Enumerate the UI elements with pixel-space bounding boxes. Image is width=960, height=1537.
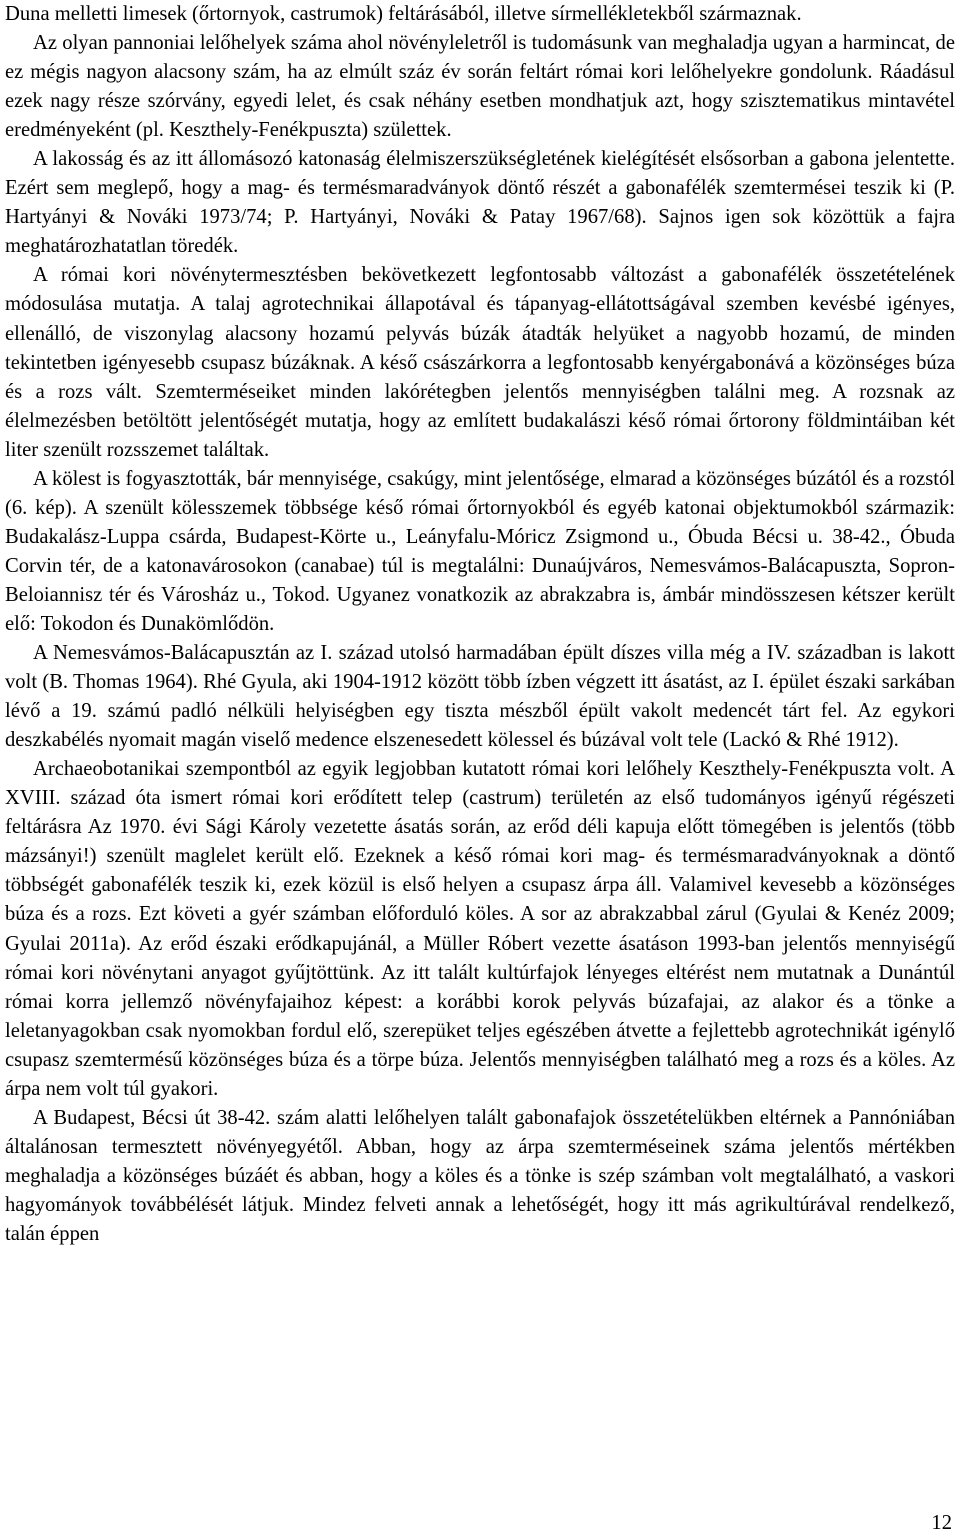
paragraph-keszthely: Archaeobotanikai szempontból az egyik legjobban kutatott római kori lelőhely Keszthely-Fenékpuszta volt. A XVIII. század óta ismert római kori erődített telep (castrum) területén az első tudományos igényű régészeti feltárásra Az 1970. évi Sági Károly vezetette ásatás során, az erőd déli kapuja előtt tömegében is jelentős (több mázsányi!) szenült maglelet került elő. Ezeknek a késő római kori mag- és termésmaradványoknak a döntő többségét gabonafélék teszik ki, ezek közül is első helyen a csupasz árpa áll. Valamivel kevesebb a közönséges búza és a rozs. Ezt követi a gyér számban előforduló köles. A sor az abrakzabbal zárul (Gyulai & Kenéz 2009; Gyulai 2011a). Az erőd északi erődkapujánál, a Müller Róbert vezette ásatáson 1993-ban jelentős mennyiségű római kori növénytani anyagot gyűjtöttünk. Az itt talált kultúrfajok lényeges eltérést nem mutatnak a Dunántúl római korra jellemző növényfajaihoz képest: a korábbi korok pelyvás búzafajai, az alakor és a tönke a leletanyagokban csak nyomokban fordul elő, szerepüket teljes egészében átvette a fejlettebb agrotechnikát igénylő csupasz szemtermésű közönséges búza és a törpe búza. Jelentős mennyiségben található meg a rozs és a köles. Az árpa nem volt túl gyakori.	[5, 758, 955, 1100]
page-number: 12	[931, 1512, 952, 1534]
paragraph-continuation: Duna melletti limesek (őrtornyok, castrumok) feltárásából, illetve sírmellékletekből származnak.	[5, 3, 802, 25]
paragraph-site-count: Az olyan pannoniai lelőhelyek száma ahol növényleletről is tudomásunk van meghaladja ugyan a harmincat, de ez mégis nagyon alacsony szám, ha az elmúlt száz év során feltárt római kori lelőhelyekre gondolunk. Ráadásul ezek nagy része szórvány, egyedi lelet, és csak néhány esetben mondhatjuk azt, hogy szisztematikus mintavétel eredményeként (pl. Keszthely-Fenékpuszta) születtek.	[5, 32, 955, 142]
paragraph-cereal-change: A római kori növénytermesztésben bekövetkezett legfontosabb változást a gabonafélék összetételének módosulása mutatja. A talaj agrotechnikai állapotával és tápanyag-ellátottságával szemben kevésbé igényes, ellenálló, de viszonylag alacsony hozamú pelyvás búzák átadták helyüket a nagyobb hozamú, de minden tekintetben igényesebb csupasz búzáknak. A késő császárkorra a legfontosabb kenyérgabonává a közönséges búza és a rozs vált. Szemterméseiket minden lakórétegben jelentős mennyiségben találni meg. A rozsnak az élelmezésben betöltött jelentőségét mutatja, hogy az említett budakalászi késő római őrtorony földmintáiban két liter szenült rozsszemet találtak.	[5, 264, 955, 461]
paragraph-millet: A kölest is fogyasztották, bár mennyisége, csakúgy, mint jelentősége, elmarad a közönséges búzától és a rozstól (6. kép). A szenült kölesszemek többsége késő római őrtornyokból és egyéb katonai objektumokból származik: Budakalász-Luppa csárda, Budapest-Körte u., Leányfalu-Móricz Zsigmond u., Óbuda Bécsi u. 38-42., Óbuda Corvin tér, de a katonavárosokon (canabae) túl is megtalálni: Dunaújváros, Nemesvámos-Balácapuszta, Sopron-Beloiannisz tér és Városház u., Tokod. Ugyanez vonatkozik az abrakzabra is, ámbár mindösszesen kétszer került elő: Tokodon és Dunakömlődön.	[5, 467, 955, 635]
paragraph-budapest: A Budapest, Bécsi út 38-42. szám alatti lelőhelyen talált gabonafajok összetételükben eltérnek a Pannóniában általánosan termesztett növényegyétől. Abban, hogy az árpa szemterméseinek száma jelentős mértékben meghaladja a közönséges búzáét és abban, hogy a köles és a tönke is szép számban volt megtalálható, a vaskori hagyományok továbbélését látjuk. Mindez felveti annak a lehetőségét, hogy itt más agrikultúrával rendelkező, talán éppen	[5, 1106, 955, 1245]
paragraph-balacapuszta: A Nemesvámos-Balácapusztán az I. század utolsó harmadában épült díszes villa még a IV. században is lakott volt (B. Thomas 1964). Rhé Gyula, aki 1904-1912 között több ízben végzett itt ásatást, az I. épület északi sarkában lévő a 19. számú padló nélküli helyiségben egy tiszta mészből épült vakolt medencét tárt fel. Az egykori deszkabélés nyomait magán viselő medence elszenesedett kölessel és búzával volt tele (Lackó & Rhé 1912).	[5, 642, 955, 752]
paragraph-grain-needs: A lakosság és az itt állomásozó katonaság élelmiszerszükségletének kielégítését elsősorban a gabona jelentette. Ezért sem meglepő, hogy a mag- és termésmaradványok döntő részét a gabonafélék szemtermései teszik ki (P. Hartyányi & Nováki 1973/74; P. Hartyányi, Nováki & Patay 1967/68). Sajnos igen sok közöttük a fajra meghatározhatatlan töredék.	[5, 148, 955, 258]
